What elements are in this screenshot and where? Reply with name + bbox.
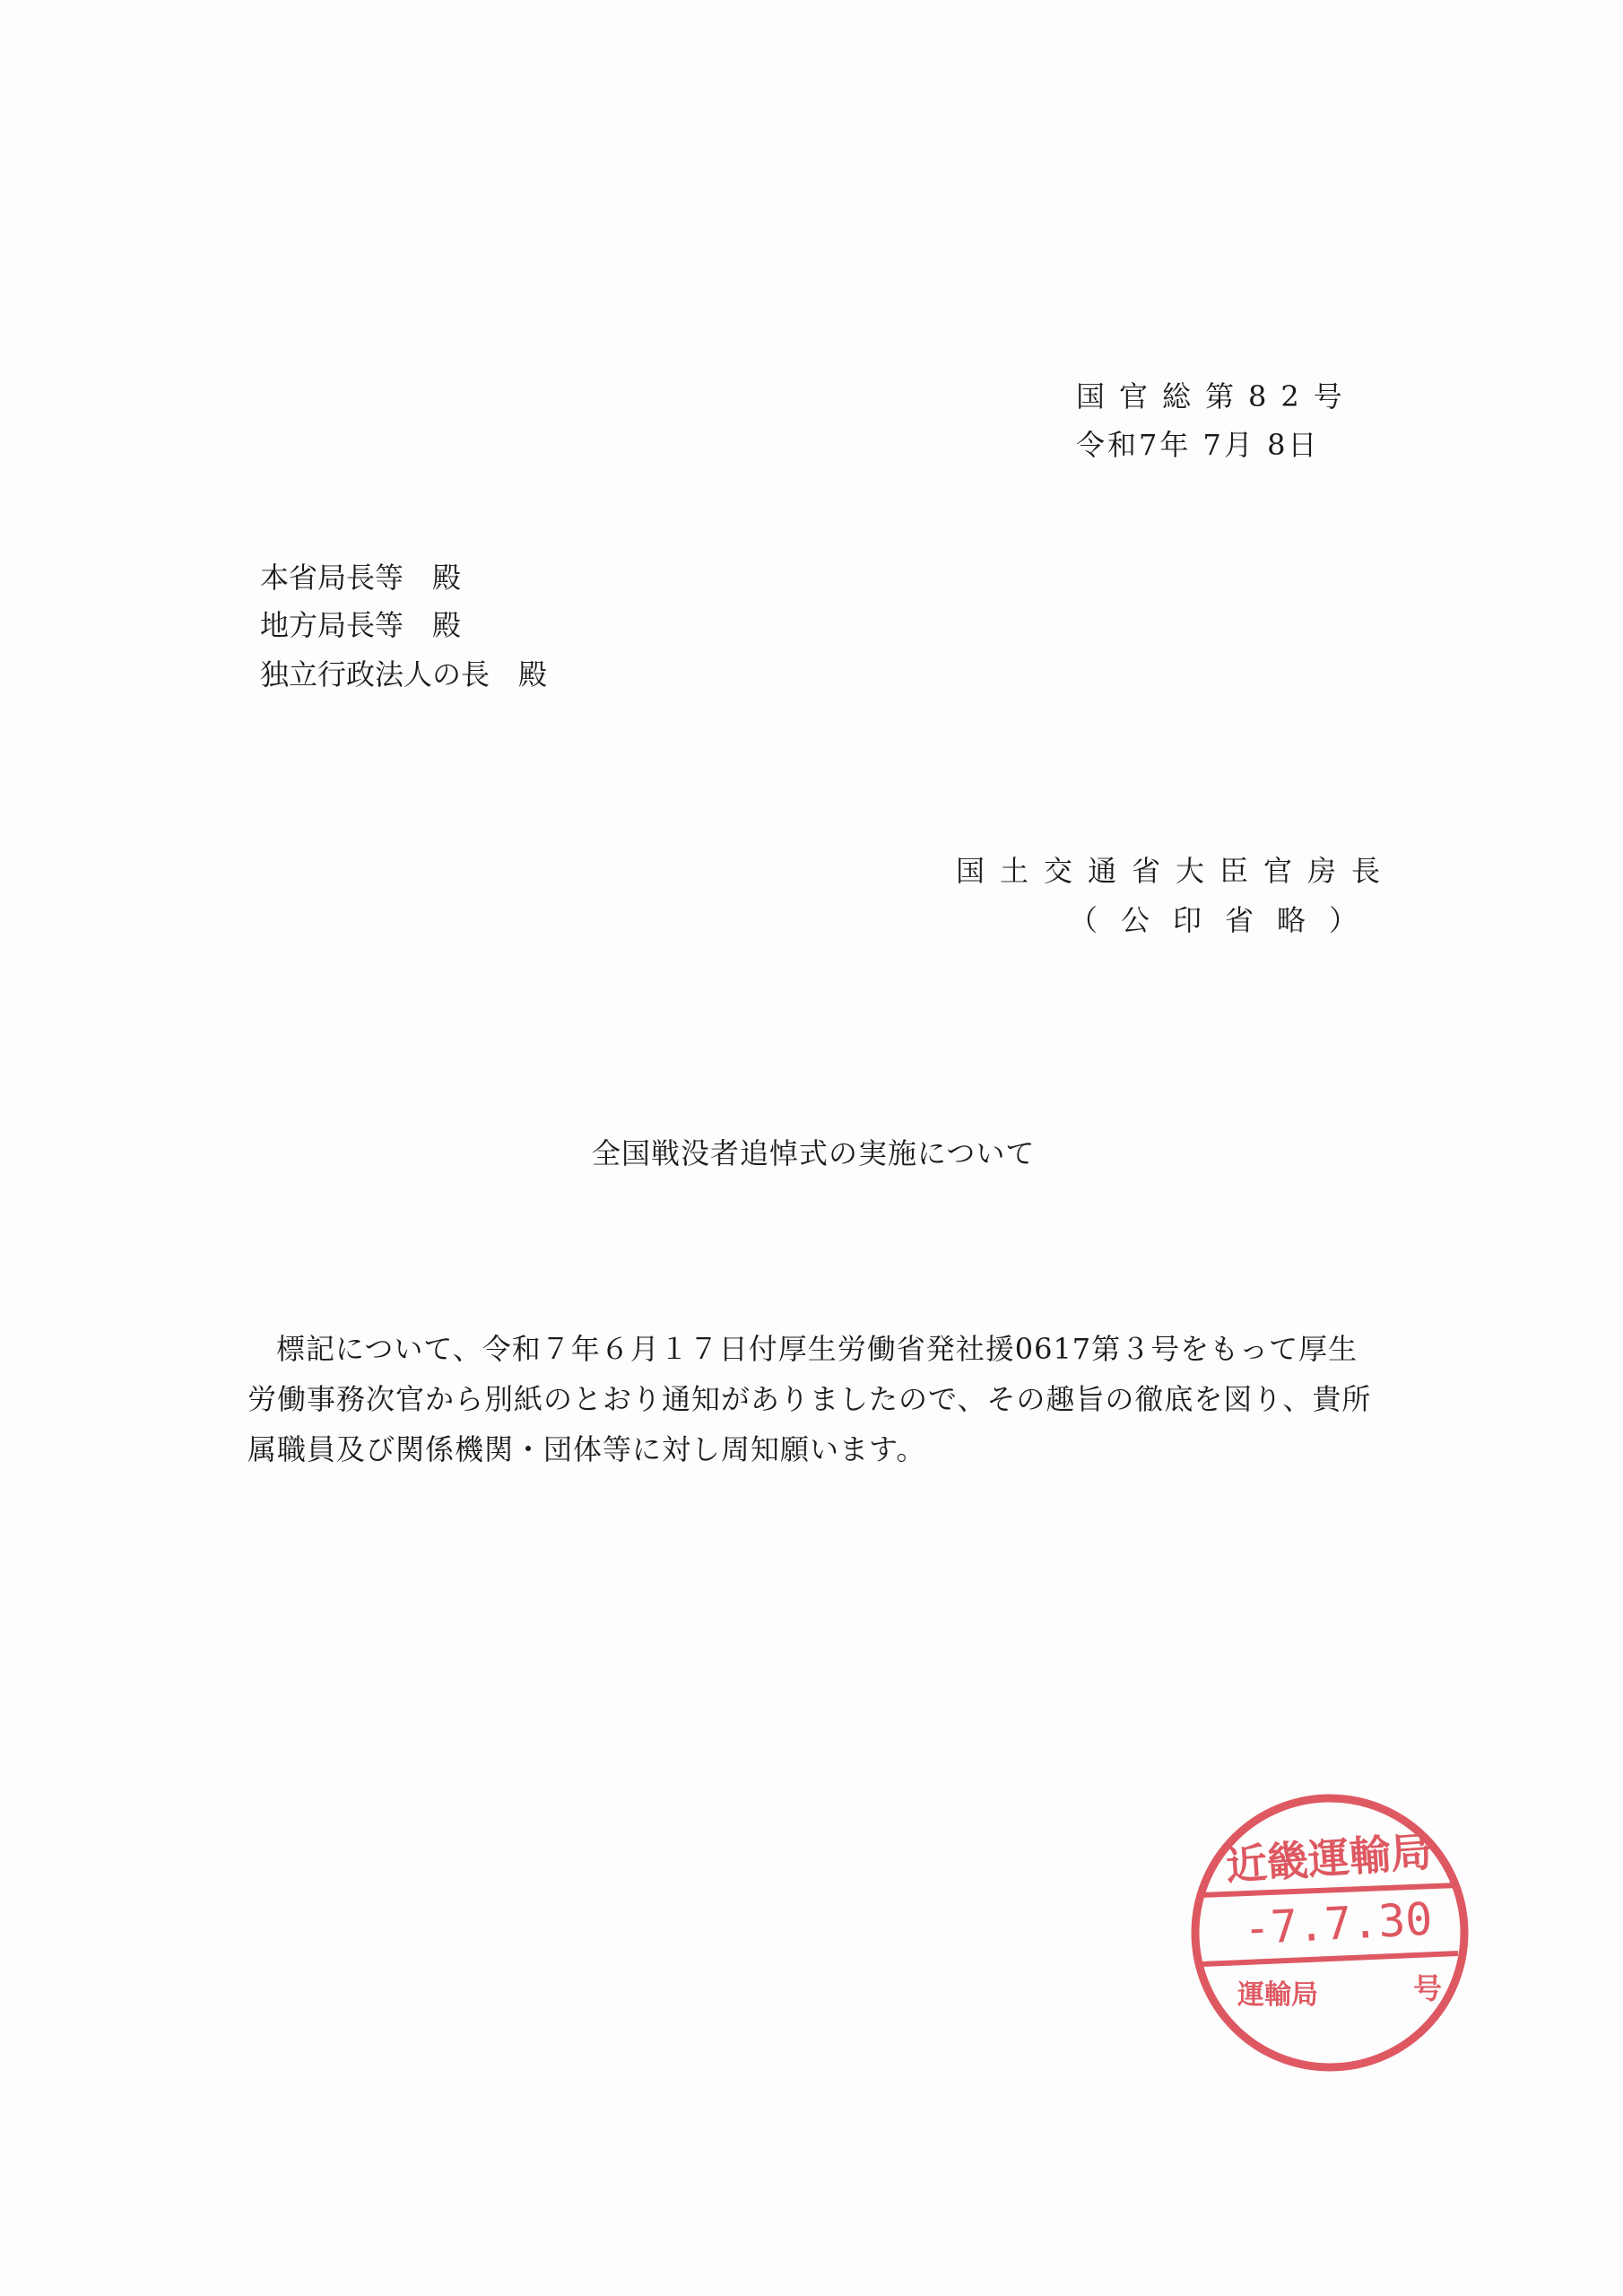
- sender-title: 国土交通省大臣官房長: [956, 854, 1396, 888]
- stamp-bottom-right: 号: [1413, 1971, 1443, 2005]
- document-date: 令和7年 7月 8日: [1076, 428, 1320, 462]
- document-number: 国官総第82号: [1076, 379, 1357, 413]
- seal-omitted-note: （公印省略）: [1069, 903, 1382, 937]
- addressee-line: 地方局長等 殿: [260, 608, 462, 642]
- stamp-divider-bottom: [1202, 1953, 1458, 1964]
- stamp-bottom-left: 運輸局: [1237, 1979, 1318, 2011]
- body-paragraph: 標記について、令和７年６月１７日付厚生労働省発社援0617第３号をもって厚生労働事務次官から別紙のとおり通知がありましたので、その趣旨の徹底を図り、貴所属職員及び関係機関・団体等に対し周知願います。: [247, 1332, 1372, 1466]
- stamp-office: 近畿運輸局: [1224, 1827, 1434, 1890]
- reception-stamp: [1182, 1785, 1478, 2081]
- document-subject: 全国戦没者追悼式の実施について: [592, 1136, 1036, 1170]
- addressee-line: 本省局長等 殿: [260, 561, 462, 595]
- stamp-date: -7.7.30: [1242, 1892, 1434, 1955]
- addressee-line: 独立行政法人の長 殿: [260, 657, 548, 691]
